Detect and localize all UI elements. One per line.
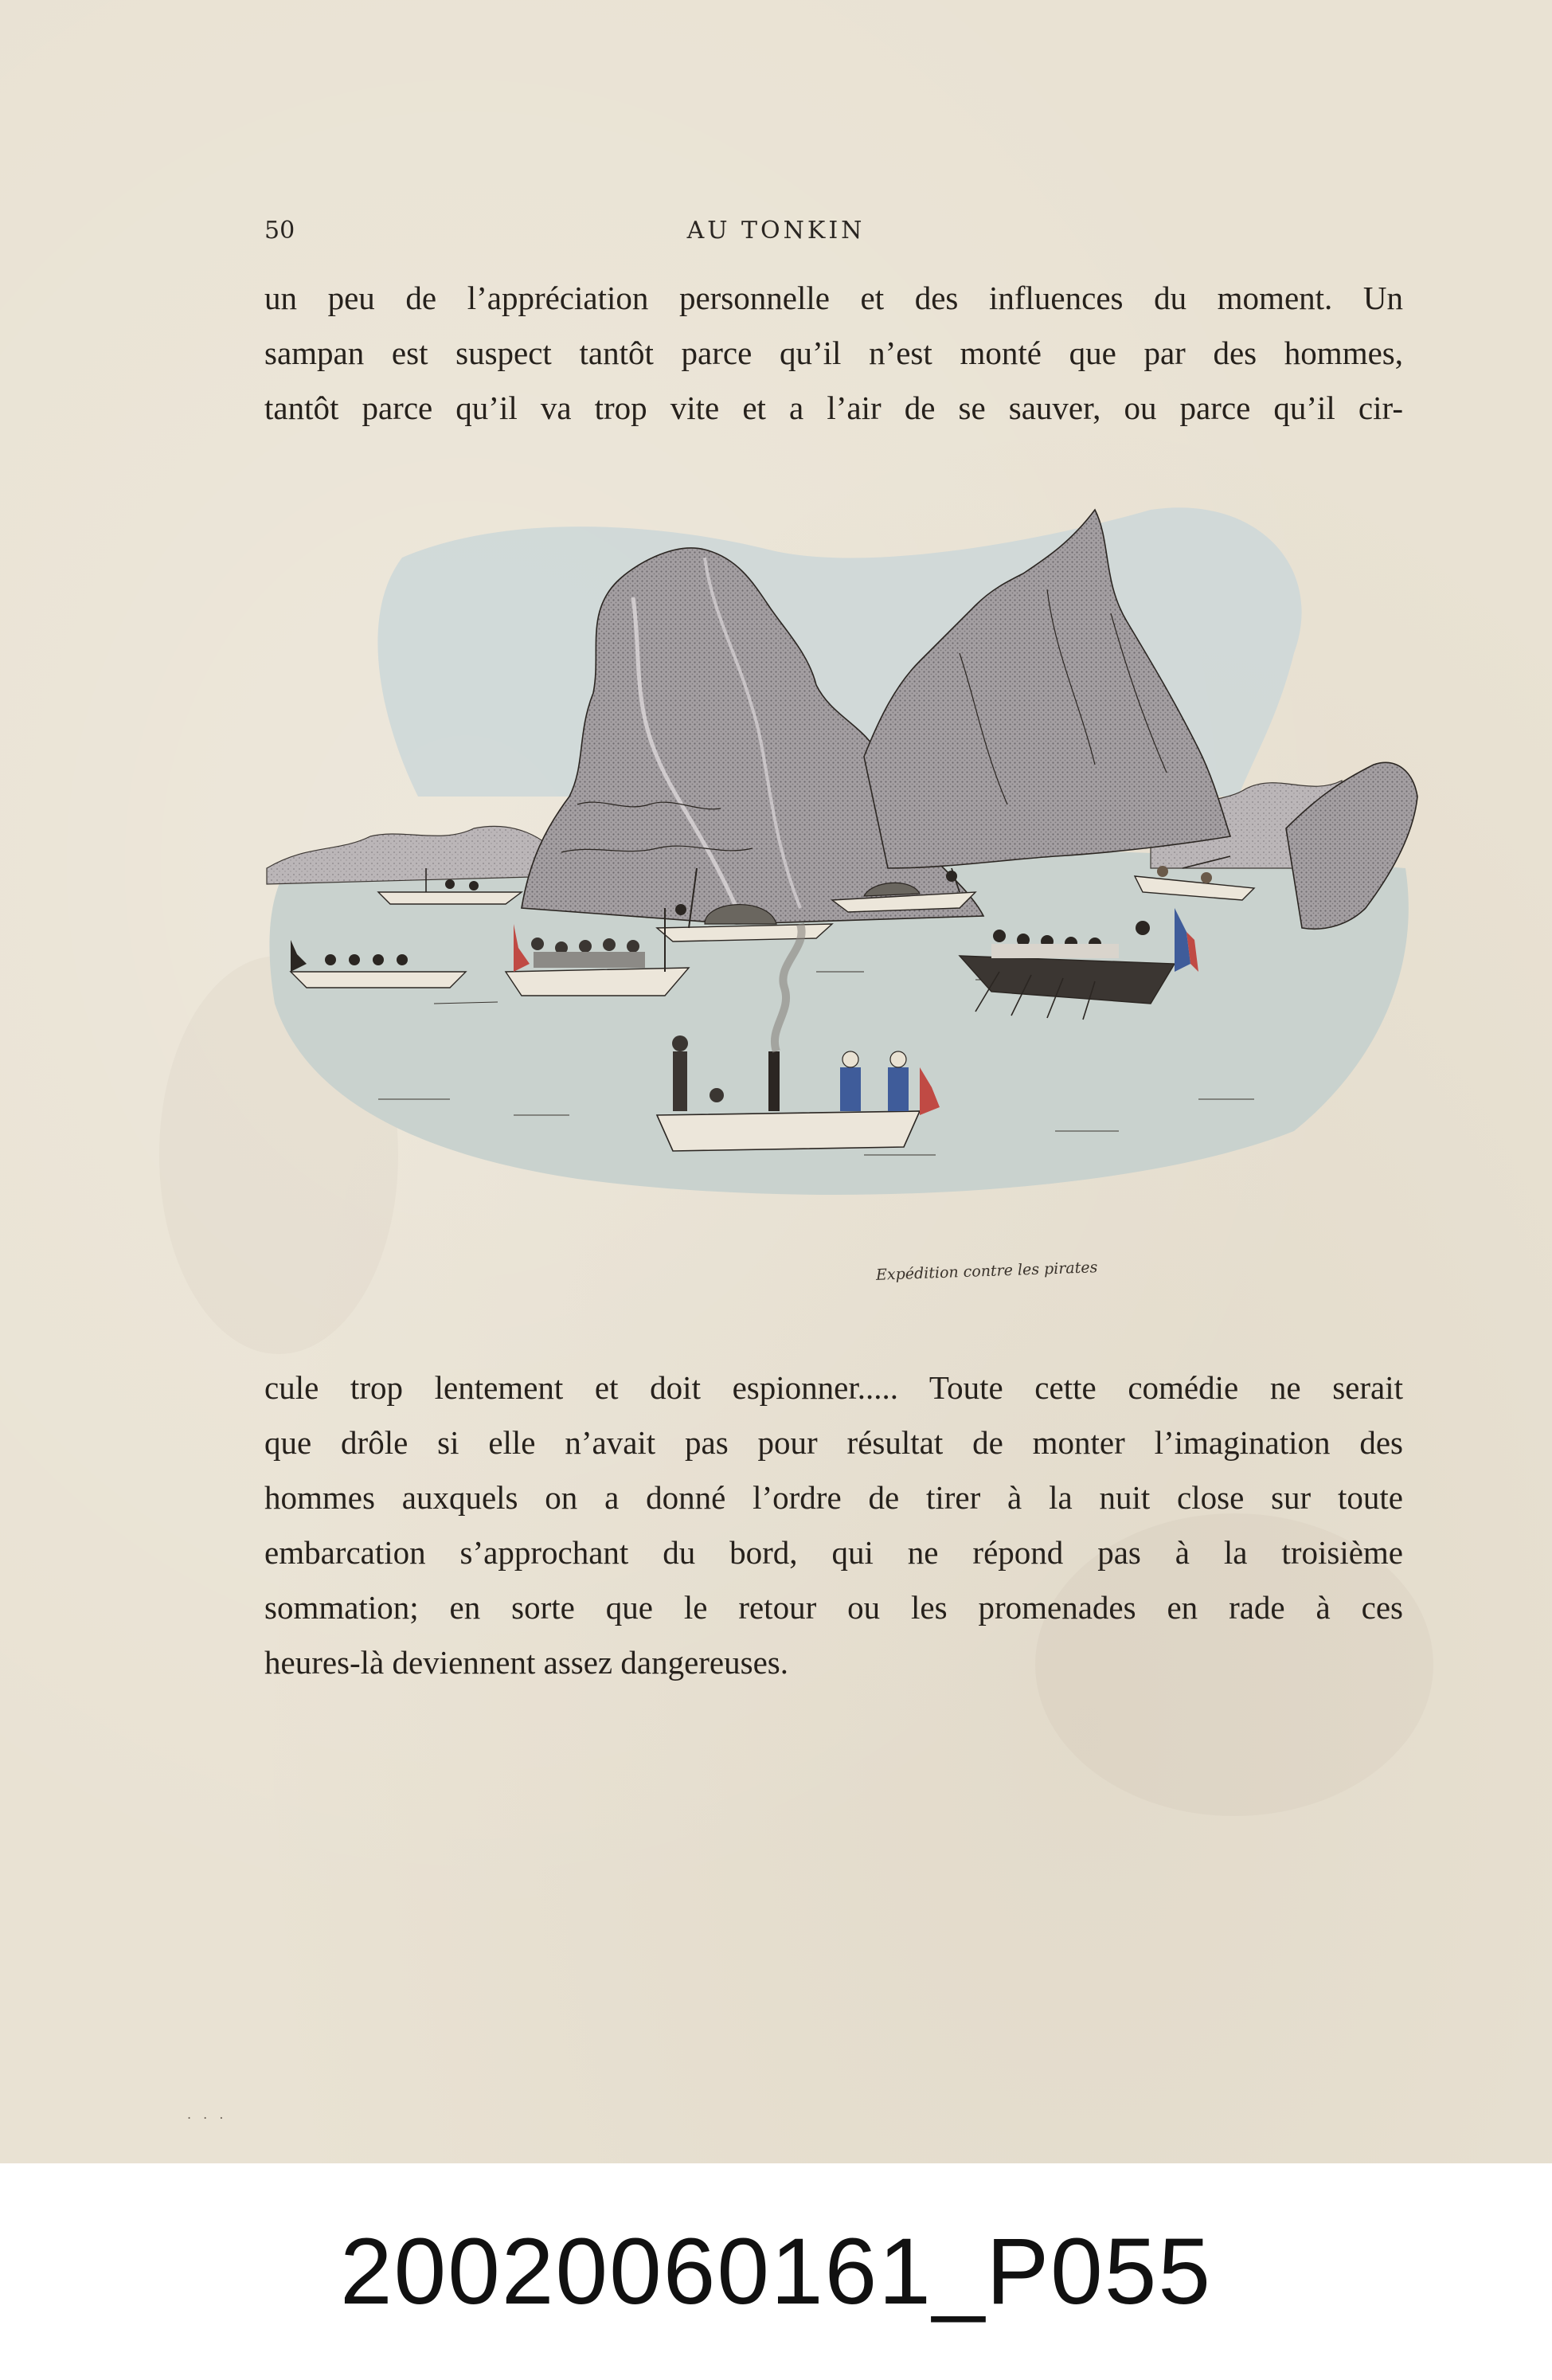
text-line: embarcation s’approchant du bord, qui ne répond pas à la troisième	[264, 1534, 1403, 1571]
page-speck: . . .	[187, 2107, 228, 2122]
text-line: sommation; en sorte que le retour ou les promenades en rade à ces	[264, 1589, 1403, 1626]
page-number: 50	[264, 217, 295, 245]
text-line: cule trop lentement et doit espionner..... Toute cette comédie ne serait	[264, 1369, 1403, 1406]
text-paragraph-top	[264, 271, 1403, 436]
text-line: hommes auxquels on a donné l’ordre de tirer à la nuit close sur toute	[264, 1479, 1403, 1516]
illustration-boats-and-rocks	[259, 494, 1421, 1290]
running-title: AU TONKIN	[686, 217, 866, 245]
illustration-caption: Expédition contre les pirates	[875, 1259, 1098, 1284]
distant-hills-left	[267, 826, 561, 884]
document-identifier-label: 20020060161_P055	[0, 2163, 1552, 2380]
text-paragraph-bottom	[264, 1360, 1403, 1690]
text-line: un peu de l’appréciation personnelle et des influences du moment. Un	[264, 280, 1403, 316]
text-line: tantôt parce qu’il va trop vite et a l’air de se sauver, ou parce qu’il cir-	[264, 389, 1403, 426]
text-line: sampan est suspect tantôt parce qu’il n’est monté que par des hommes,	[264, 335, 1403, 371]
text-line: heures-là deviennent assez dangereuses.	[264, 1644, 788, 1681]
text-line: que drôle si elle n’avait pas pour résultat de monter l’imagination des	[264, 1424, 1403, 1461]
